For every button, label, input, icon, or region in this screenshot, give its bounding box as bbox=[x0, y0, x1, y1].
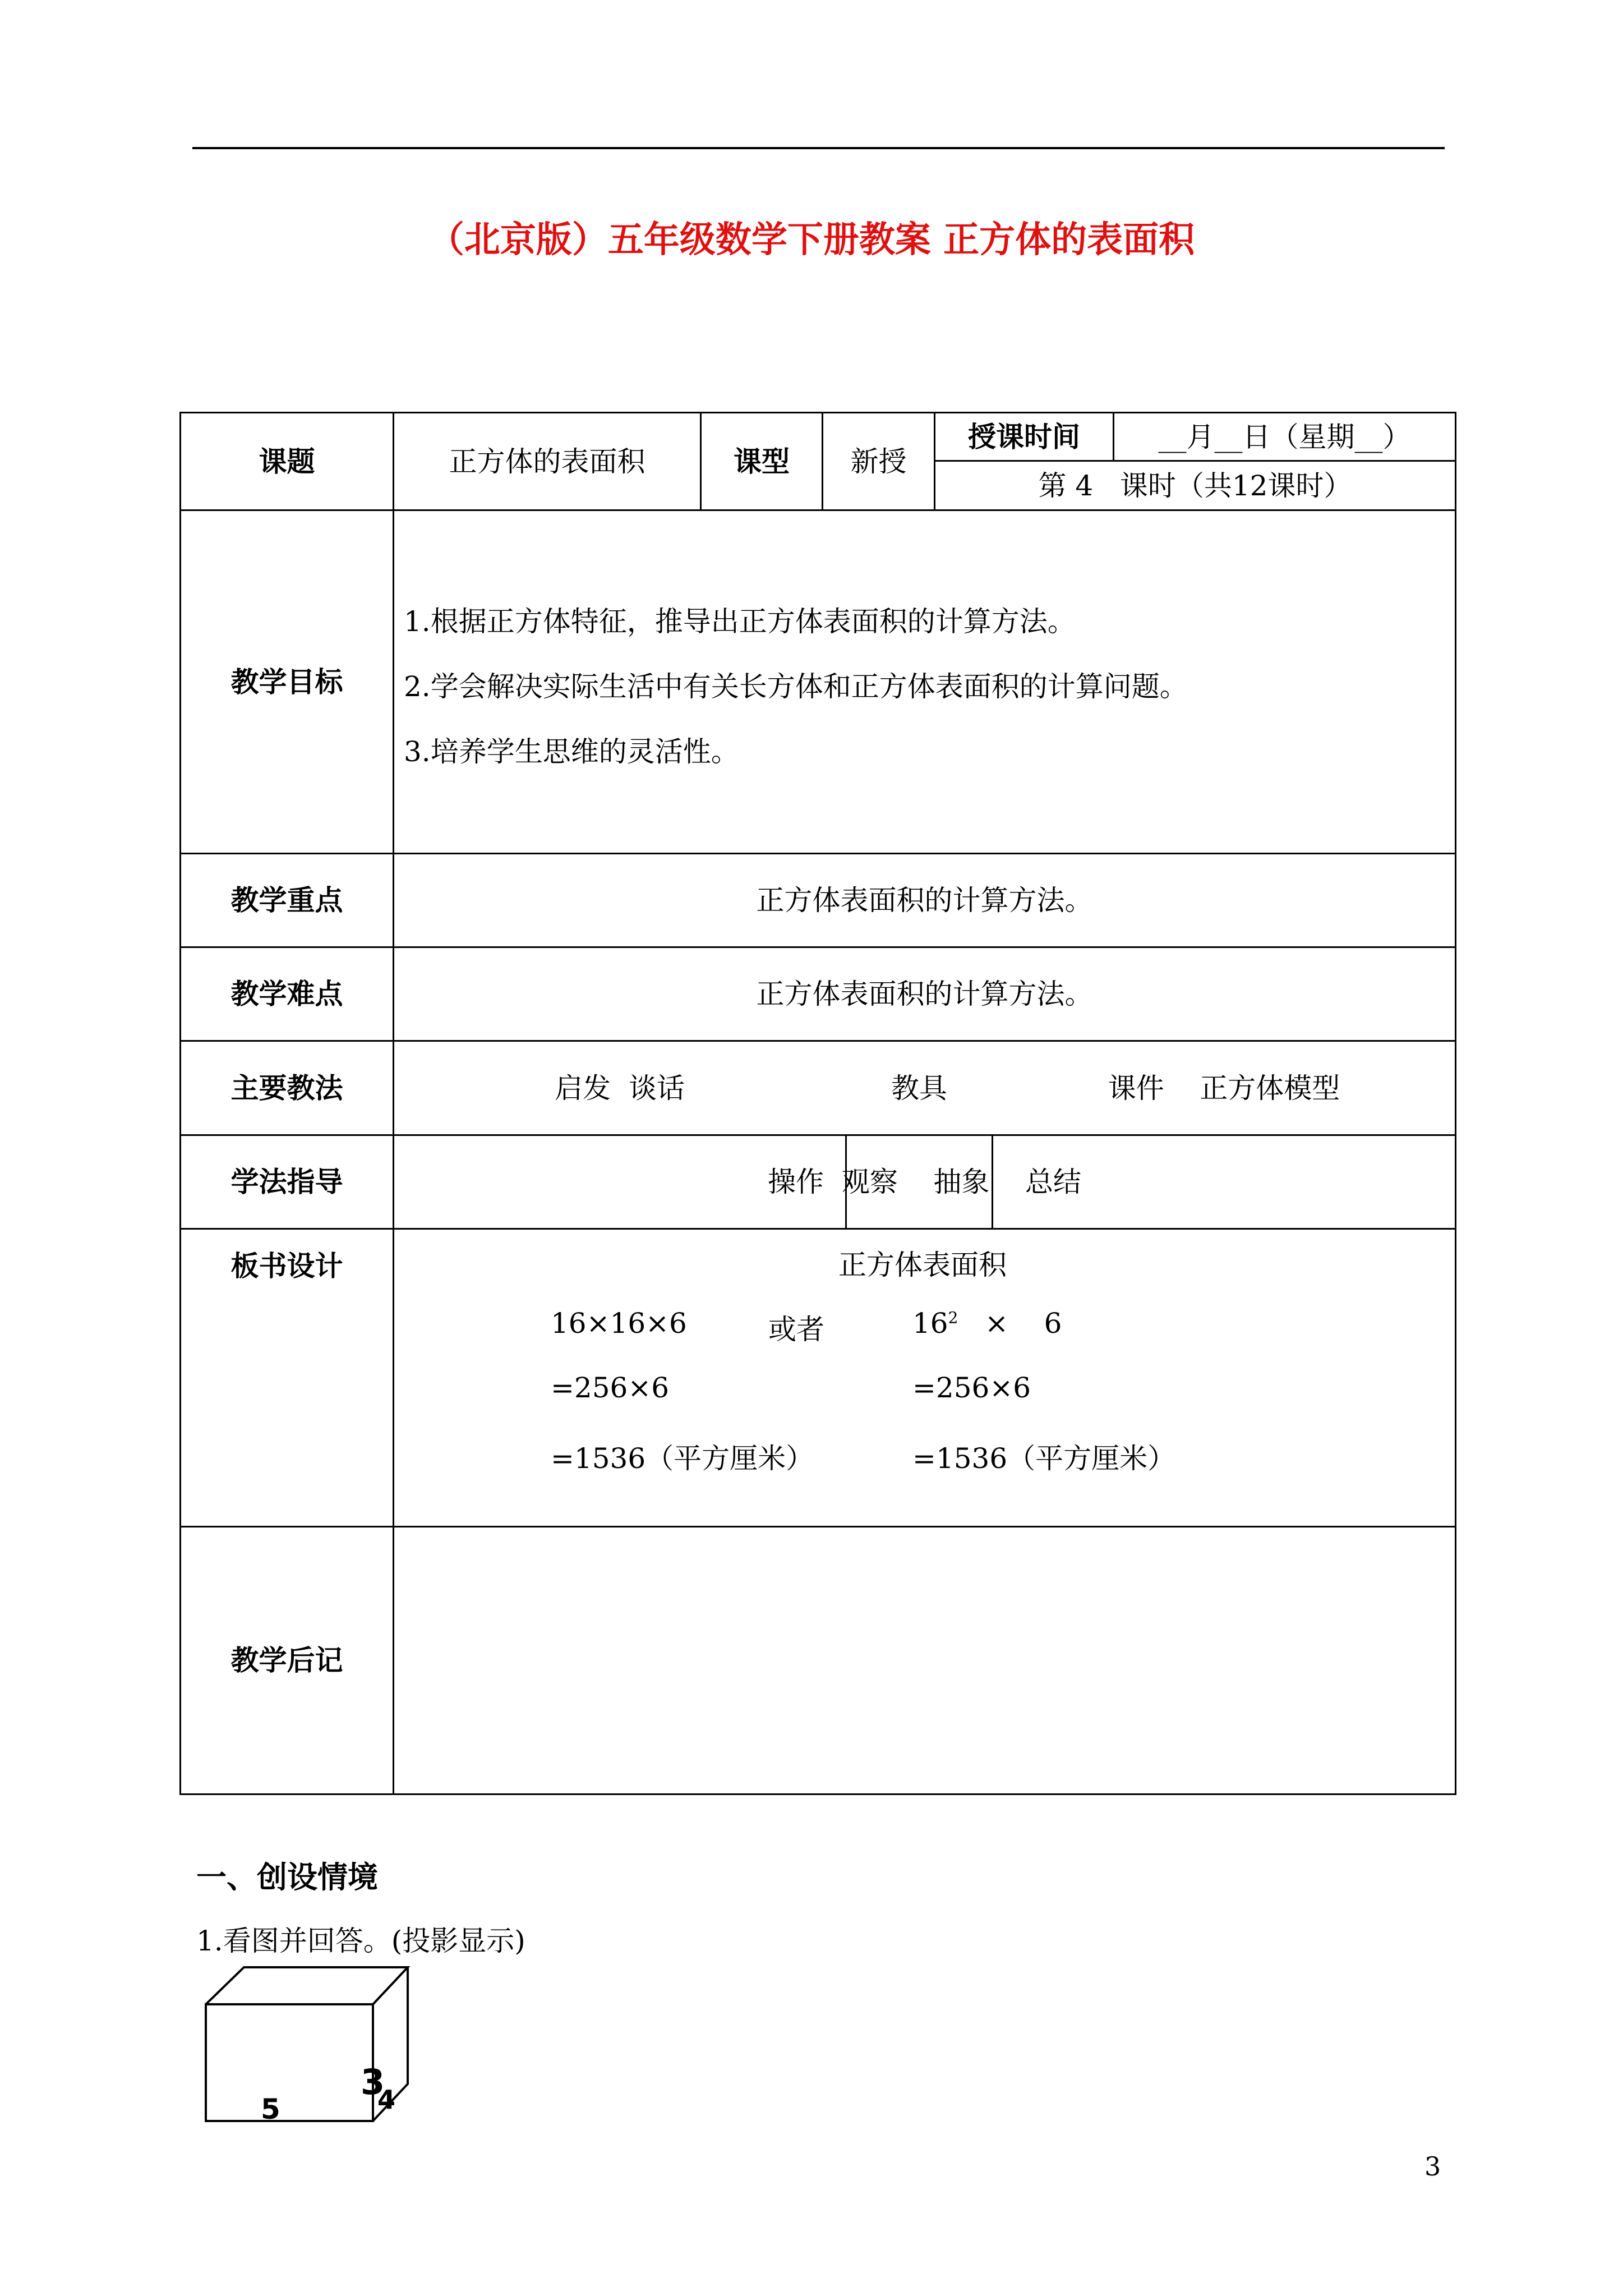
board-left-line-3: =1536（平方厘米） bbox=[551, 1442, 814, 1475]
board-title: 正方体表面积 bbox=[838, 1249, 1007, 1281]
study-guidance-value: 操作 观察 抽象 总结 bbox=[768, 1166, 1081, 1198]
board-right-line-2: =256×6 bbox=[912, 1372, 1031, 1404]
reflection-label: 教学后记 bbox=[230, 1644, 343, 1677]
height-label: 3 bbox=[361, 2062, 385, 2102]
objective-item: 2.学会解决实际生活中有关长方体和正方体表面积的计算问题。 bbox=[404, 670, 1188, 703]
topic-label: 课题 bbox=[259, 444, 315, 478]
board-left-line-2: =256×6 bbox=[551, 1372, 670, 1404]
time-label: 授课时间 bbox=[968, 420, 1080, 453]
difficulty-label: 教学难点 bbox=[230, 977, 343, 1010]
method-label: 主要教法 bbox=[230, 1071, 343, 1105]
page-number: 3 bbox=[1424, 2151, 1441, 2182]
type-label: 课型 bbox=[734, 444, 790, 478]
tools-label: 教具 bbox=[891, 1071, 947, 1105]
type-value: 新授 bbox=[850, 445, 907, 478]
header-rule bbox=[192, 147, 1445, 149]
board-power-base: 16 bbox=[912, 1307, 948, 1340]
key-point-value: 正方体表面积的计算方法。 bbox=[756, 884, 1093, 917]
cuboid-top-face bbox=[206, 1967, 408, 2004]
board-left-line-1: 16×16×6 bbox=[551, 1307, 687, 1340]
board-right-line-1 bbox=[912, 1307, 1062, 1340]
difficulty-value: 正方体表面积的计算方法。 bbox=[756, 978, 1093, 1010]
cuboid-front-face bbox=[206, 2004, 373, 2121]
time-value: __月__日（星期__） bbox=[1158, 420, 1411, 453]
board-design-label: 板书设计 bbox=[230, 1249, 343, 1282]
study-guidance-label: 学法指导 bbox=[230, 1165, 343, 1198]
cuboid-figure bbox=[199, 1959, 435, 2128]
key-point-label: 教学重点 bbox=[230, 884, 343, 917]
reflection-content bbox=[394, 1527, 1455, 1793]
width-label: 4 bbox=[377, 2085, 396, 2115]
section-heading: 一、创设情境 bbox=[196, 1859, 378, 1895]
objective-item: 1.根据正方体特征，推导出正方体表面积的计算方法。 bbox=[404, 605, 1076, 638]
tools-value: 课件 正方体模型 bbox=[1108, 1071, 1340, 1105]
document-title: （北京版）五年级数学下册教案 正方体的表面积 bbox=[428, 219, 1195, 261]
question-1: 1.看图并回答。(投影显示) bbox=[196, 1925, 525, 1957]
board-power-exponent: 2 bbox=[948, 1308, 958, 1327]
length-label: 5 bbox=[261, 2093, 280, 2125]
board-right-line-3: =1536（平方厘米） bbox=[912, 1442, 1176, 1475]
objectives-list bbox=[404, 589, 1188, 784]
board-or: 或者 bbox=[768, 1313, 824, 1346]
objectives-label: 教学目标 bbox=[230, 665, 343, 698]
objective-item: 3.培养学生思维的灵活性。 bbox=[404, 735, 739, 768]
board-power-rest: × 6 bbox=[958, 1307, 1062, 1340]
lesson-info: 第 4 课时（共12课时） bbox=[1038, 469, 1352, 502]
method-value: 启发 谈话 bbox=[555, 1071, 685, 1105]
topic-value: 正方体的表面积 bbox=[449, 445, 645, 478]
